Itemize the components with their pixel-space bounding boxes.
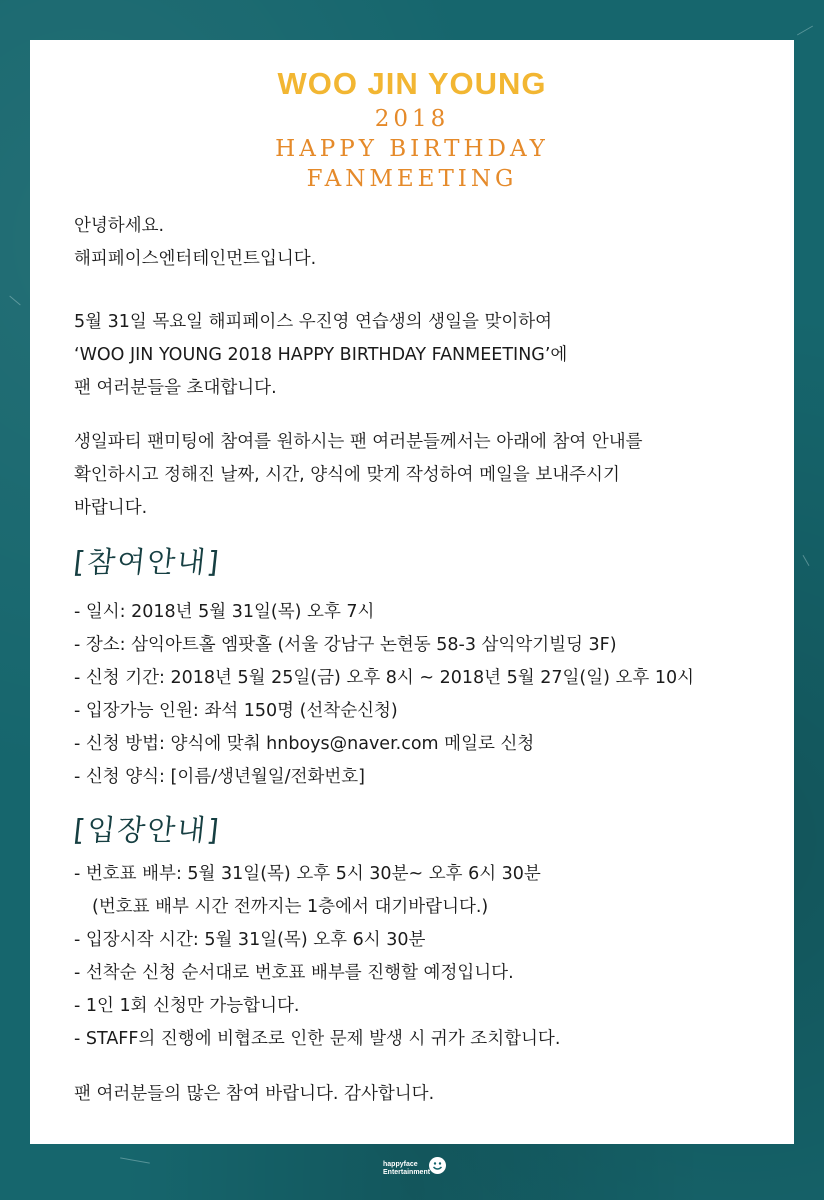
participation-item: - 장소: 삼익아트홀 엠팟홀 (서울 강남구 논현동 58-3 삼익악기빌딩 3F) (74, 635, 617, 655)
entry-item: - STAFF의 진행에 비협조로 인한 문제 발생 시 귀가 조치합니다. (74, 1029, 561, 1049)
invitation-paper (30, 40, 794, 1144)
intro-line: ‘WOO JIN YOUNG 2018 HAPPY BIRTHDAY FANMEETING’에 (74, 345, 568, 365)
intro-line: 확인하시고 정해진 날짜, 시간, 양식에 맞게 작성하여 메일을 보내주시기 (74, 465, 620, 485)
entry-item: - 선착순 신청 순서대로 번호표 배부를 진행할 예정입니다. (74, 963, 514, 983)
intro-line: 5월 31일 목요일 해피페이스 우진영 연습생의 생일을 맞이하여 (74, 312, 553, 332)
company-line: 해피페이스엔터테인먼트입니다. (74, 249, 317, 269)
participation-item: - 일시: 2018년 5월 31일(목) 오후 7시 (74, 602, 375, 622)
entry-item: - 입장시작 시간: 5월 31일(목) 오후 6시 30분 (74, 930, 426, 950)
entry-item-note: (번호표 배부 시간 전까지는 1층에서 대기바랍니다.) (92, 897, 489, 917)
subtitle-year: 2018 (374, 106, 450, 132)
greeting-line: 안녕하세요. (74, 216, 165, 236)
logo-line-2: Entertainment (383, 1169, 431, 1176)
entry-item: - 1인 1회 신청만 가능합니다. (74, 996, 300, 1016)
page-title: WOO JIN YOUNG (277, 66, 547, 101)
closing-line: 팬 여러분들의 많은 참여 바랍니다. 감사합니다. (74, 1084, 435, 1104)
participation-item: - 신청 기간: 2018년 5월 25일(금) 오후 8시 ~ 2018년 5월 27일(일) 오후 10시 (74, 668, 695, 688)
subtitle-fanmeeting: FANMEETING (306, 166, 518, 192)
smiley-face-icon (429, 1157, 446, 1174)
entry-item: - 번호표 배부: 5월 31일(목) 오후 5시 30분~ 오후 6시 30분 (74, 864, 541, 884)
intro-line: 바랍니다. (74, 498, 148, 518)
participation-item: - 신청 양식: [이름/생년월일/전화번호] (74, 767, 366, 787)
participation-item: - 신청 방법: 양식에 맞춰 hnboys@naver.com 메일로 신청 (74, 734, 535, 754)
participation-item: - 입장가능 인원: 좌석 150명 (선착순신청) (74, 701, 398, 721)
company-logo (383, 1157, 463, 1185)
logo-line-1: happyface (383, 1161, 418, 1168)
section-heading-participation: [참여안내] (72, 545, 223, 579)
subtitle-happy-birthday: HAPPY BIRTHDAY (275, 136, 549, 162)
logo-wordmark (383, 1161, 430, 1177)
intro-line: 생일파티 팬미팅에 참여를 원하시는 팬 여러분들께서는 아래에 참여 안내를 (74, 432, 643, 452)
section-heading-entry: [입장안내] (72, 813, 223, 847)
intro-line: 팬 여러분들을 초대합니다. (74, 378, 277, 398)
